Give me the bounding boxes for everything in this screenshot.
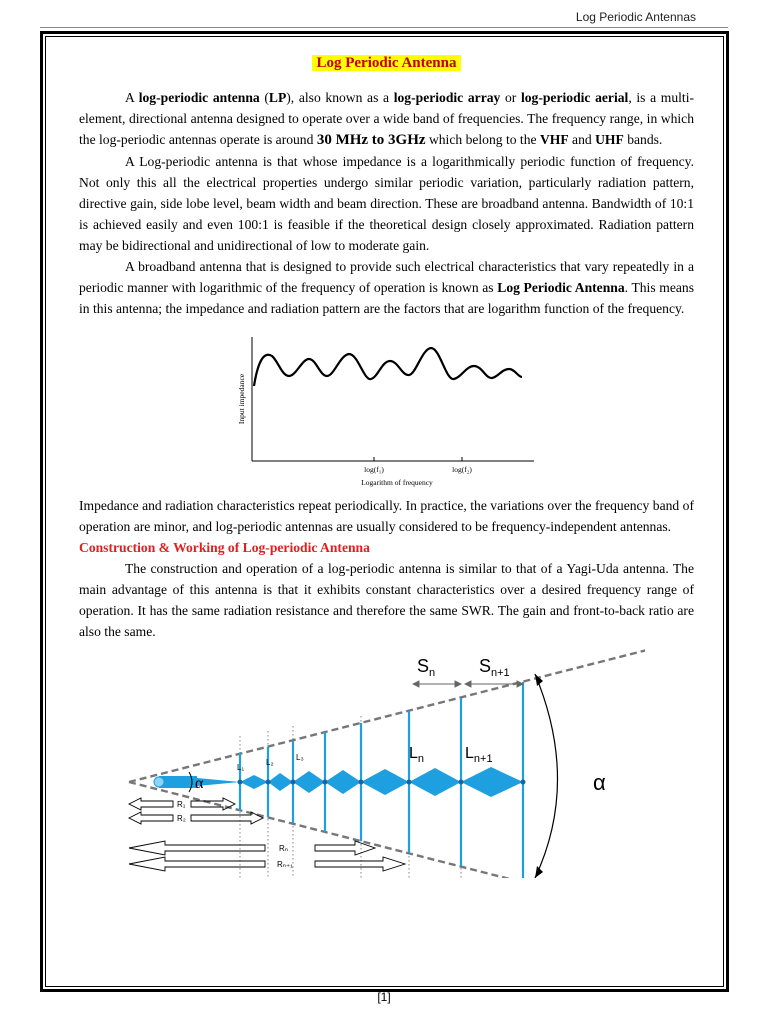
label-r1: R₁ [177, 800, 186, 809]
label-ln: $L_n$ [409, 745, 425, 765]
title-wrap [79, 52, 694, 74]
page-title: Log Periodic Antenna [312, 55, 460, 71]
feed-point [154, 777, 164, 787]
impedance-figure [234, 331, 534, 491]
rn1-arrow-right [315, 857, 405, 871]
impedance-tick-1-label: log(f₁) [364, 465, 384, 474]
label-l2: L₂ [266, 758, 274, 767]
small-alpha-label: α [195, 775, 204, 792]
lower-boundary-line [129, 782, 645, 878]
intro-paragraph: A log-periodic antenna (LP), also known as a log-periodic array or log-periodic aerial, is a multi-element, directional antenna designed to operate over a wide band of frequencies. The frequency range, in which the log-periodic antennas operate is around 30 MHz to 3GHz which belong to the VHF and UHF bands. [79, 90, 695, 148]
antenna-figure [125, 646, 645, 878]
section-heading: Construction & Working of Log-periodic Antenna [79, 540, 370, 555]
label-ln1: $L_{n+1}$ [465, 745, 493, 765]
impedance-paragraph: A Log-periodic antenna is that whose impedance is a logarithmically periodic function of frequency. Not only this all the electrical properties undergo similar periodic variation, particularly radiation pattern, directive gain, side lobe level, beam width and beam direction. These are broadband antenna. Bandwidth of 10:1 is achieved easily and even 100:1 is feasible if the theoretical design closely approximated. Radiation pattern may be bidirectional and unidirectional of low to moderate gain. [79, 154, 694, 253]
label-sn1: $S_{n+1}$ [479, 656, 510, 679]
running-header: Log Periodic Antennas [575, 10, 696, 24]
dotted-guides [240, 716, 523, 878]
label-sn: $S_n$ [417, 656, 436, 679]
page-content [79, 50, 694, 878]
label-l3: L₃ [296, 753, 304, 762]
label-l1: L₁ [237, 763, 245, 772]
r2-arrow-left [129, 812, 173, 824]
impedance-curve [254, 348, 522, 386]
definition-paragraph: A broadband antenna that is designed to provide such electrical characteristics that vary repeatedly in a periodic manner with logarithmic of the frequency of operation is known as Log Periodic Antenna. This means in this antenna; the impedance and radiation pattern are the factors that are logarithm function of the frequency. [79, 259, 694, 316]
label-rn1: Rₙ₊₁ [277, 860, 293, 869]
label-rn: Rₙ [279, 844, 288, 853]
impedance-tick-2-label: log(f₂) [452, 465, 472, 474]
label-r2: R₂ [177, 814, 186, 823]
rn-arrow-left [129, 841, 265, 855]
impedance-y-label: Input impedance [237, 373, 246, 425]
large-arc-arrow-top [535, 674, 543, 686]
rn1-arrow-left [129, 857, 265, 871]
construction-paragraph: The construction and operation of a log-periodic antenna is similar to that of a Yagi-Uda antenna. The main advantage of this antenna is that it exhibits constant characteristics over a desired frequency range of operation. It has the same radiation resistance and therefore the same SWR. The gain and front-to-back ratio are also the same. [79, 561, 694, 639]
header-rule [40, 27, 728, 28]
periodicity-paragraph: Impedance and radiation characteristics repeat periodically. In practice, the variations over the frequency band of operation are minor, and log-periodic antennas are usually considered to be frequency-independent antennas. [79, 498, 694, 534]
r1-arrow-left [129, 798, 173, 810]
upper-boundary-line [129, 650, 645, 782]
impedance-x-label: Logarithm of frequency [361, 478, 433, 487]
page-number: [1] [377, 990, 391, 1004]
large-angle-arc [535, 674, 558, 878]
large-alpha-label: α [593, 770, 606, 795]
